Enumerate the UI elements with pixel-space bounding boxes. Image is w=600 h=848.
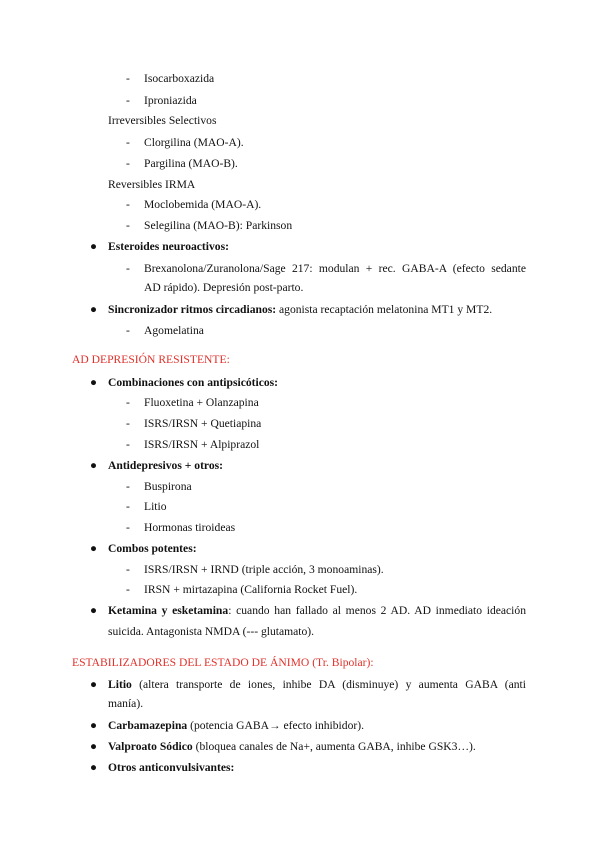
- section-heading-stabilizers: ESTABILIZADORES DEL ESTADO DE ÁNIMO (Tr. Bipolar):: [72, 656, 374, 669]
- bullet-icon: ●: [90, 678, 98, 691]
- dash-bullet: -: [126, 417, 130, 430]
- steroids-item-line2: AD rápido). Depresión post-parto.: [144, 281, 304, 294]
- bullet-icon: ●: [90, 761, 98, 774]
- dash-bullet: -: [126, 500, 130, 513]
- ketamine-line2: suicida. Antagonista NMDA (--- glutamato).: [108, 625, 315, 638]
- bullet-icon: ●: [90, 459, 98, 472]
- bullet-icon: ●: [90, 240, 98, 253]
- dash-bullet: -: [126, 563, 130, 576]
- list-item: Iproniazida: [144, 94, 197, 107]
- lithium-line1: Litio (altera transporte de iones, inhibe DA (disminuye) y aumenta GABA (anti: [108, 678, 526, 691]
- steroids-item-line1: Brexanolona/Zuranolona/Sage 217: modulan + rec. GABA-A (efecto sedante: [144, 262, 526, 275]
- list-item: IRSN + mirtazapina (California Rocket Fuel).: [144, 583, 358, 596]
- dash-bullet: -: [126, 157, 130, 170]
- dash-bullet: -: [126, 198, 130, 211]
- list-item: Pargilina (MAO-B).: [144, 157, 238, 170]
- bullet-icon: ●: [90, 542, 98, 555]
- combos-antipsychotics-title: Combinaciones con antipsicóticos:: [108, 376, 279, 389]
- dash-bullet: -: [126, 324, 130, 337]
- list-item: Agomelatina: [144, 324, 204, 337]
- steroids-title: Esteroides neuroactivos:: [108, 240, 229, 253]
- list-item: Fluoxetina + Olanzapina: [144, 396, 259, 409]
- valproate-line: Valproato Sódico (bloquea canales de Na+, aumenta GABA, inhibe GSK3…).: [108, 740, 476, 753]
- lithium-line2: manía).: [108, 697, 144, 710]
- dash-bullet: -: [126, 94, 130, 107]
- circadian-line: Sincronizador ritmos circadianos: agonista recaptación melatonina MT1 y MT2.: [108, 303, 493, 316]
- dash-bullet: -: [126, 136, 130, 149]
- list-item: Buspirona: [144, 480, 192, 493]
- dash-bullet: -: [126, 396, 130, 409]
- list-item: ISRS/IRSN + Alpiprazol: [144, 438, 260, 451]
- dash-bullet: -: [126, 262, 130, 275]
- list-item: Hormonas tiroideas: [144, 521, 236, 534]
- bullet-icon: ●: [90, 376, 98, 389]
- dash-bullet: -: [126, 219, 130, 232]
- list-item: Clorgilina (MAO-A).: [144, 136, 244, 149]
- dash-bullet: -: [126, 438, 130, 451]
- bullet-icon: ●: [90, 303, 98, 316]
- dash-bullet: -: [126, 72, 130, 85]
- bullet-icon: ●: [90, 740, 98, 753]
- antidep-others-title: Antidepresivos + otros:: [108, 459, 224, 472]
- dash-bullet: -: [126, 480, 130, 493]
- list-item: Litio: [144, 500, 167, 513]
- section-heading-resistant: AD DEPRESIÓN RESISTENTE:: [72, 353, 230, 366]
- list-item: ISRS/IRSN + Quetiapina: [144, 417, 262, 430]
- dash-bullet: -: [126, 583, 130, 596]
- ketamine-line1: Ketamina y esketamina: cuando han fallado al menos 2 AD. AD inmediato ideación: [108, 604, 526, 617]
- list-item: Isocarboxazida: [144, 72, 215, 85]
- list-item: Selegilina (MAO-B): Parkinson: [144, 219, 293, 232]
- dash-bullet: -: [126, 521, 130, 534]
- anticonvulsants-title: Otros anticonvulsivantes:: [108, 761, 235, 774]
- bullet-icon: ●: [90, 719, 98, 732]
- list-item: ISRS/IRSN + IRND (triple acción, 3 monoaminas).: [144, 563, 384, 576]
- subheading-irreversible-selective: Irreversibles Selectivos: [108, 114, 217, 127]
- list-item: Moclobemida (MAO-A).: [144, 198, 262, 211]
- carbamazepine-line: Carbamazepina (potencia GABA→ efecto inhibidor).: [108, 719, 364, 732]
- bullet-icon: ●: [90, 604, 98, 617]
- potent-combos-title: Combos potentes:: [108, 542, 197, 555]
- subheading-reversible-irma: Reversibles IRMA: [108, 178, 196, 191]
